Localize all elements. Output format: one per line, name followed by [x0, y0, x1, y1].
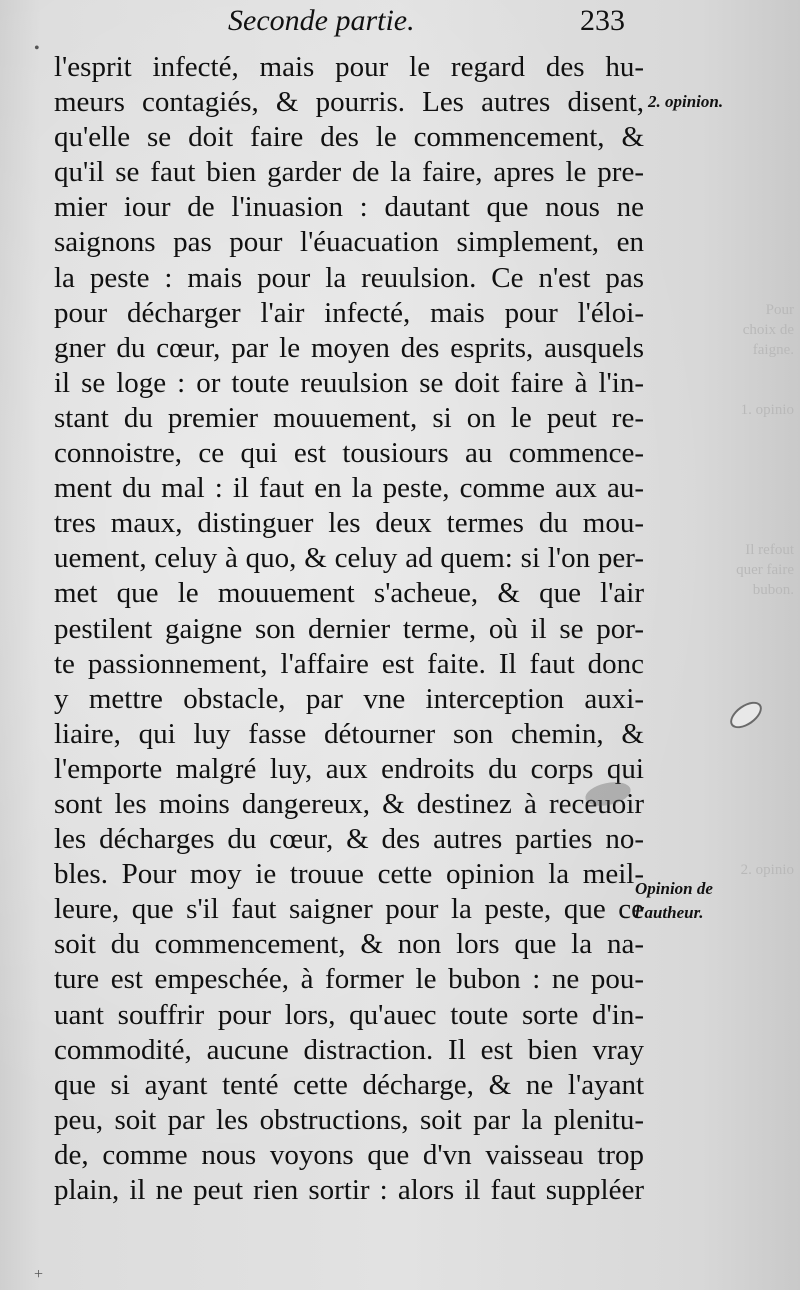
text-line: qu'elle se doit faire des le commencement, &	[54, 121, 644, 154]
text-line: meurs contagiés, & pourris. Les autres disent,	[54, 86, 644, 119]
text-line: gner du cœur, par le moyen des esprits, ausquels	[54, 331, 644, 364]
text-line: uement, celuy à quo, & celuy ad quem: si l'on per-	[54, 542, 644, 575]
text-line: peu, soit par les obstructions, soit par la plenitu-	[54, 1103, 644, 1136]
text-line: pestilent gaigne son dernier terme, où il se por-	[54, 612, 644, 645]
text-line: liaire, qui luy fasse détourner son chemin, &	[54, 717, 644, 750]
text-line: il se loge : or toute reuulsion se doit faire à l'in-	[54, 366, 644, 399]
bleed-line	[734, 640, 794, 660]
ink-dot: •	[34, 40, 40, 57]
text-line: ment du mal : il faut en la peste, comme aux au-	[54, 472, 644, 505]
bleed-line	[734, 820, 794, 840]
bleed-line: 2. opinio	[740, 862, 794, 878]
bleed-line	[734, 740, 794, 760]
text-line: uant souffrir pour lors, qu'auec toute sorte d'in-	[54, 998, 644, 1031]
bleed-line	[734, 800, 794, 820]
text-line: y mettre obstacle, par vne interception auxi-	[54, 682, 644, 715]
text-line: commodité, aucune distraction. Il est bien vray	[54, 1033, 644, 1066]
text-line: stant du premier mouuement, si on le peut re-	[54, 401, 644, 434]
text-line: les décharges du cœur, & des autres parties no-	[54, 823, 644, 856]
text-line: plain, il ne peut rien sortir : alors il faut suppléer	[54, 1174, 644, 1206]
text-line: soit du commencement, & non lors que la na-	[54, 928, 644, 961]
page-number: 233	[580, 4, 625, 37]
bleed-line	[734, 660, 794, 680]
margin-note-line: l'autheur.	[635, 903, 704, 922]
bleed-line	[734, 520, 794, 540]
bleed-line: choix de	[742, 322, 794, 338]
margin-note-line: Opinion de	[635, 879, 713, 898]
text-line: bles. Pour moy ie trouue cette opinion la meil-	[54, 858, 644, 891]
bleed-line: quer faire	[736, 562, 794, 578]
bleed-line	[734, 480, 794, 500]
bleed-line	[734, 840, 794, 860]
text-line: ture est empeschée, à former le bubon : ne pou-	[54, 963, 644, 996]
text-line: qu'il se faut bien garder de la faire, apres le pre-	[54, 156, 644, 189]
bleed-line: 1. opinio	[740, 402, 794, 418]
text-line: que si ayant tenté cette décharge, & ne l'ayant	[54, 1068, 644, 1101]
bleed-line	[734, 780, 794, 800]
margin-note-second-opinion: 2. opinion.	[648, 92, 724, 111]
text-line: tres maux, distinguer les deux termes du mou-	[54, 507, 644, 540]
text-line: leure, que s'il faut saigner pour la peste, que ce	[54, 893, 644, 926]
text-line: mier iour de l'inuasion : dautant que nous ne	[54, 191, 644, 224]
text-line: la peste : mais pour la reuulsion. Ce n'est pas	[54, 261, 644, 294]
bleed-line	[734, 440, 794, 460]
text-line: te passionnement, l'affaire est faite. Il faut donc	[54, 647, 644, 680]
bleed-line: Il refout	[745, 542, 794, 558]
bleed-line	[734, 420, 794, 440]
bleed-line: faigne.	[752, 342, 794, 358]
bleed-line	[734, 600, 794, 620]
bleed-line	[734, 380, 794, 400]
bleed-line	[734, 760, 794, 780]
bleed-line	[734, 460, 794, 480]
text-line: saignons pas pour l'éuacuation simplement, en	[54, 226, 644, 259]
text-line: de, comme nous voyons que d'vn vaisseau trop	[54, 1138, 644, 1171]
margin-note-author-opinion	[635, 877, 713, 925]
bleed-through-text	[734, 300, 794, 880]
text-line: sont les moins dangereux, & destinez à receuoir	[54, 787, 644, 820]
running-header	[228, 4, 648, 44]
text-line: pour décharger l'air infecté, mais pour l'éloi-	[54, 296, 644, 329]
text-line: met que le mouuement s'acheue, & que l'air	[54, 577, 644, 610]
bleed-line: Pour	[765, 302, 794, 318]
bleed-line	[734, 620, 794, 640]
bleed-line: bubon.	[752, 582, 794, 598]
text-line: l'esprit infecté, mais pour le regard des hu-	[54, 51, 644, 83]
bleed-line	[734, 360, 794, 380]
bleed-line	[734, 500, 794, 520]
body-text	[54, 50, 644, 1208]
text-line: connoistre, ce qui est tousiours au commence-	[54, 437, 644, 470]
ink-mark: +	[34, 1266, 44, 1283]
bleed-line	[734, 680, 794, 700]
running-title: Seconde partie.	[228, 4, 415, 37]
text-line: l'emporte malgré luy, aux endroits du corps qui	[54, 752, 644, 785]
